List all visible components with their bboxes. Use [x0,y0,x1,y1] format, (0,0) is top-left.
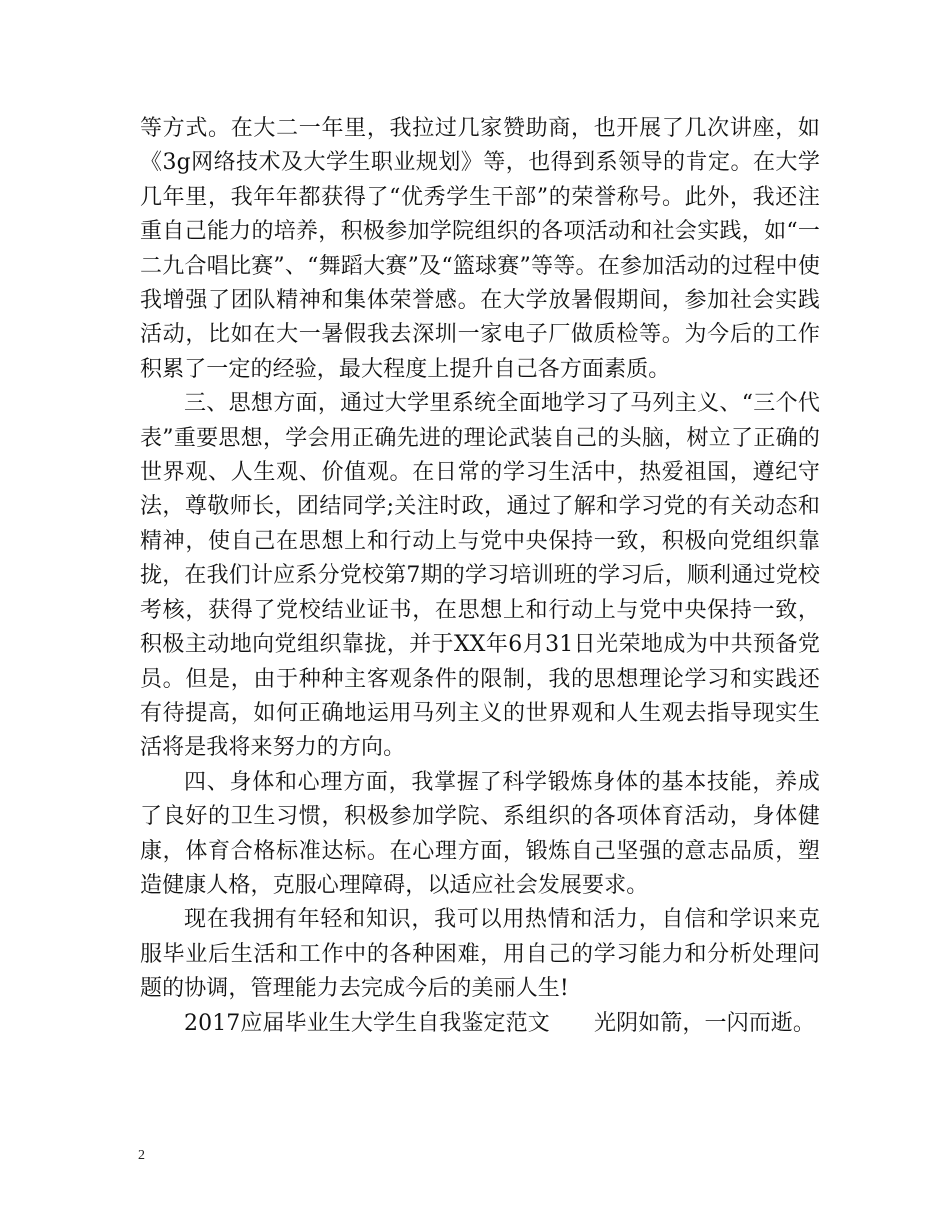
document-body [140,112,820,1041]
paragraph-ideology: 三、思想方面，通过大学里系统全面地学习了马列主义、“三个代表”重要思想，学会用正确先进的理论武装自己的头脑，树立了正确的世界观、人生观、价值观。在日常的学习生活中，热爱祖国，遵纪守法，尊敬师长，团结同学;关注时政，通过了解和学习党的有关动态和精神，使自己在思想上和行动上与党中央保持一致，积极向党组织靠拢，在我们计应系分党校第7期的学习培训班的学习后，顺利通过党校考核，获得了党校结业证书，在思想上和行动上与党中央保持一致，积极主动地向党组织靠拢，并于XX年6月31日光荣地成为中共预备党员。但是，由于种种主客观条件的限制，我的思想理论学习和实践还有待提高，如何正确地运用马列主义的世界观和人生观去指导现实生活将是我将来努力的方向。 [140,391,820,761]
paragraph-conclusion: 现在我拥有年轻和知识，我可以用热情和活力，自信和学识来克服毕业后生活和工作中的各种困难，用自己的学习能力和分析处理问题的协调，管理能力去完成今后的美丽人生! [140,907,820,1002]
paragraph-activities-continued: 等方式。在大二一年里，我拉过几家赞助商，也开展了几次讲座，如《3g网络技术及大学生职业规划》等，也得到系领导的肯定。在大学几年里，我年年都获得了“优秀学生干部”的荣誉称号。此外，我还注重自己能力的培养，积极参加学院组织的各项活动和社会实践，如“一二九合唱比赛”、“舞蹈大赛”及“篮球赛”等等。在参加活动的过程中使我增强了团队精神和集体荣誉感。在大学放暑假期间，参加社会实践活动，比如在大一暑假我去深圳一家电子厂做质检等。为今后的工作积累了一定的经验，最大程度上提升自己各方面素质。 [140,116,820,382]
paragraph-physical-mental: 四、身体和心理方面，我掌握了科学锻炼身体的基本技能，养成了良好的卫生习惯，积极参加学院、系组织的各项体育活动，身体健康，体育合格标准达标。在心理方面，锻炼自己坚强的意志品质，塑造健康人格，克服心理障碍，以适应社会发展要求。 [140,769,820,898]
paragraph-next-article-heading: 2017应届毕业生大学生自我鉴定范文 光阴如箭，一闪而逝。 [184,1010,815,1036]
page-number: 2 [138,1148,145,1163]
